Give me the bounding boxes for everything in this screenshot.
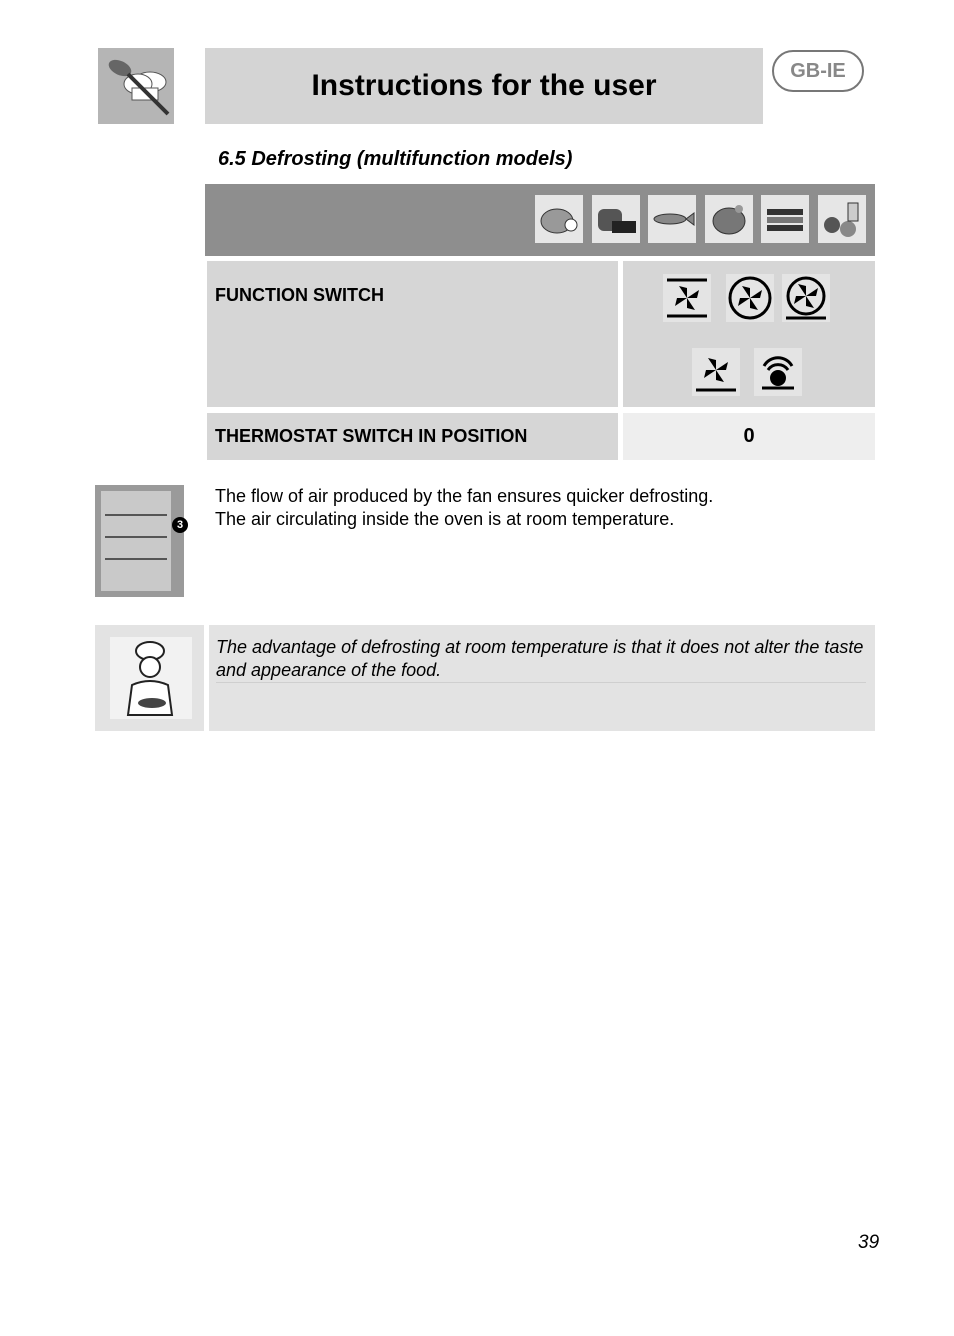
meat-icon: [535, 195, 583, 243]
function-switch-label: FUNCTION SWITCH: [215, 285, 384, 305]
fan-bottom-icon: [692, 348, 740, 396]
body-line-2: The air circulating inside the oven is at room temperature.: [215, 509, 675, 529]
food-icons-bar: [205, 184, 875, 256]
fan-top-bottom-icon: [663, 274, 711, 322]
fan-grill-icon: [754, 348, 802, 396]
page-number: 39: [858, 1232, 880, 1253]
body-text: [215, 485, 713, 531]
shelf-number-badge: 3: [172, 517, 188, 533]
note-divider: [204, 625, 209, 731]
note-text: The advantage of defrosting at room temperature is that it does not alter the taste and appearance of the food.: [216, 637, 864, 680]
poultry-icon: [705, 195, 753, 243]
chef-icon: [110, 637, 192, 719]
bread-icon: [592, 195, 640, 243]
oven-shelf-illustration: [95, 485, 184, 597]
page-title: Instructions for the user: [311, 69, 657, 102]
function-switch-icons-cell: [623, 261, 875, 407]
function-switch-label-cell: [207, 261, 618, 407]
thermostat-value: 0: [743, 425, 755, 447]
section-title: 6.5 Defrosting (multifunction models): [218, 148, 573, 170]
cake-icon: [761, 195, 809, 243]
circular-fan-bottom-icon: [782, 274, 830, 322]
circular-fan-icon: [726, 274, 774, 322]
fish-icon: [648, 195, 696, 243]
body-line-1: The flow of air produced by the fan ensures quicker defrosting.: [215, 486, 714, 506]
thermostat-label-cell: [207, 413, 618, 460]
header-bar: [205, 48, 763, 124]
thermostat-label: THERMOSTAT SWITCH IN POSITION: [215, 426, 528, 446]
language-badge: GB-IE: [772, 50, 864, 92]
thermostat-value-cell: [623, 413, 875, 460]
chef-hat-spoon-logo: [98, 48, 174, 124]
vegetables-icon: [818, 195, 866, 243]
note-rule: [216, 682, 866, 683]
